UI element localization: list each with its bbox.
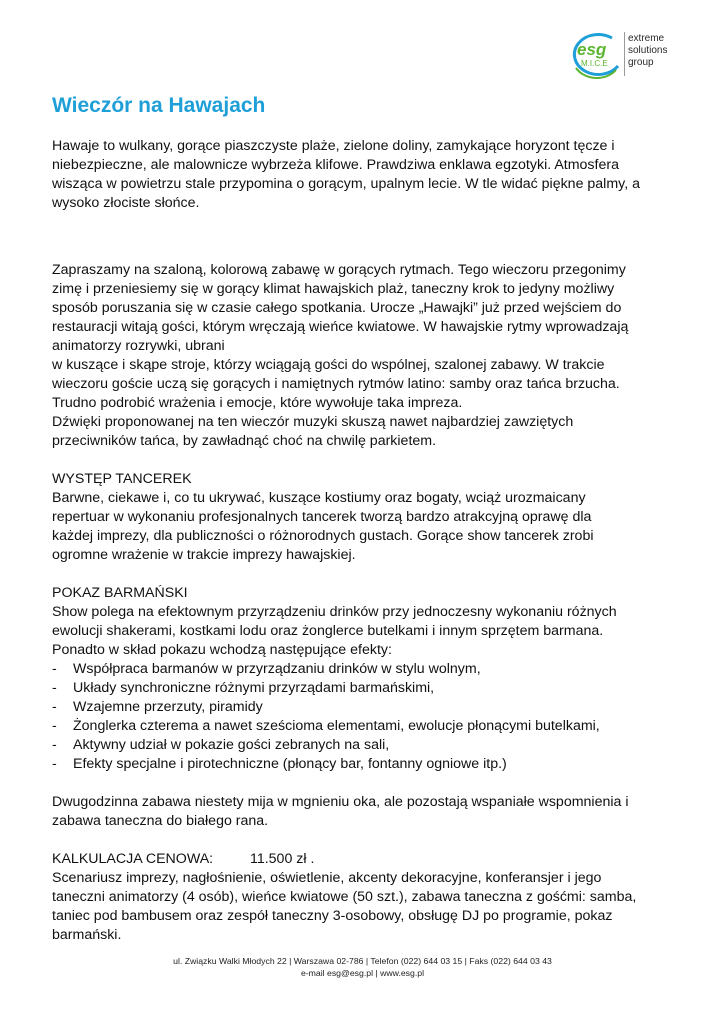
list-item — [52, 660, 672, 679]
list-item-text: Układy synchroniczne różnymi przyrządami barmańskimi, — [73, 680, 435, 696]
price-row — [52, 850, 672, 869]
list-dash: - — [52, 756, 57, 772]
text-line: wisząca w powietrzu stale przypomina o gorącym, upalnym lecie. W tle widać piękne palmy, a — [52, 176, 640, 192]
page-footer — [0, 955, 725, 979]
text-line: zabawa taneczna do białego rana. — [52, 813, 269, 829]
text-line: Dźwięki proponowanej na ten wieczór muzyki skuszą nawet najbardziej zawziętych — [52, 414, 574, 430]
text-line: barmański. — [52, 927, 122, 943]
price-label: KALKULACJA CENOWA: — [52, 851, 214, 867]
text-line: taneczni animatorzy (4 osób), wieńce kwiatowe (50 szt.), zabawa taneczna z gośćmi: samba, — [52, 889, 637, 905]
logo-wordmark — [628, 33, 667, 69]
document-body — [52, 137, 672, 945]
spacer — [52, 213, 672, 242]
price-value: 11.500 zł . — [250, 851, 315, 867]
logo-mark-text: esg — [577, 40, 607, 59]
list-item-text: Wzajemne przerzuty, piramidy — [73, 699, 263, 715]
logo-sub-text: M.I.C.E — [581, 59, 608, 68]
text-line: Barwne, ciekawe i, co tu ukrywać, kuszące kostiumy oraz bogaty, wciąż urozmaicany — [52, 490, 586, 506]
text-line: w kuszące i skąpe stroje, którzy wciągają gości do wspólnej, szalonej zabawy. W trakcie — [52, 357, 605, 373]
text-line: Trudno podrobić wrażenia i emocje, które wywołuje taka impreza. — [52, 395, 463, 411]
list-item — [52, 755, 672, 774]
bartender-section — [52, 584, 672, 774]
text-line: sposób poruszania się w czasie całego spotkania. Urocze „Hawajki” już przed wejściem do — [52, 300, 622, 316]
text-line: wysoko złociste słońce. — [52, 195, 200, 211]
text-line: Dwugodzinna zabawa niestety mija w mgnieniu oka, ale pozostają wspaniałe wspomnienia i — [52, 794, 629, 810]
closing-paragraph — [52, 793, 672, 831]
spacer — [52, 774, 672, 793]
list-dash: - — [52, 699, 57, 715]
list-dash: - — [52, 718, 57, 734]
esg-logo-icon — [568, 28, 624, 80]
list-dash: - — [52, 680, 57, 696]
invite-paragraph — [52, 261, 672, 451]
list-dash: - — [52, 737, 57, 753]
list-item-text: Efekty specjalne i pirotechniczne (płonący bar, fontanny ogniowe itp.) — [73, 756, 507, 772]
spacer — [52, 831, 672, 850]
text-line: ogromne wrażenie w trakcie imprezy hawajskiej. — [52, 547, 356, 563]
text-line: niebezpieczne, ale malownicze wybrzeża klifowe. Prawdziwa enklawa egzotyki. Atmosfera — [52, 157, 619, 173]
intro-paragraph — [52, 137, 672, 213]
text-line: Ponadto w skład pokazu wchodzą następujące efekty: — [52, 642, 392, 658]
spacer — [52, 242, 672, 261]
list-item-text: Współpraca barmanów w przyrządzaniu drinków w stylu wolnym, — [73, 661, 481, 677]
logo-divider — [624, 32, 625, 76]
page-title: Wieczór na Hawajach — [52, 94, 266, 117]
list-item — [52, 736, 672, 755]
text-line: Hawaje to wulkany, gorące piaszczyste plaże, zielone doliny, zamykające horyzont tęcze i — [52, 138, 615, 154]
list-item-text: Żonglerka czterema a nawet sześcioma elementami, ewolucje płonącymi butelkami, — [73, 718, 600, 734]
footer-address: ul. Związku Walki Młodych 22 | Warszawa 02-786 | Telefon (022) 644 03 15 | Faks (022) 644 03 43 — [173, 956, 552, 966]
text-line: każdej imprezy, dla publiczności o różnorodnych gustach. Gorące show tancerek zrobi — [52, 528, 594, 544]
logo-line: solutions — [628, 45, 668, 56]
text-line: restauracji witają gości, którym wręczają wieńce kwiatowe. W hawajskie rytmy wprowadzają — [52, 319, 629, 335]
spacer — [52, 451, 672, 470]
logo-line: extreme — [628, 33, 665, 44]
text-line: przeciwników tańca, by zawładnąć choć na chwilę parkietem. — [52, 433, 437, 449]
footer-contact: e-mail esg@esg.pl | www.esg.pl — [300, 968, 425, 978]
text-line: zimę i przeniesiemy się w gorący klimat hawajskich plaż, taneczny krok to jedyny możliwy — [52, 281, 615, 297]
text-line: taniec pod bambusem oraz zespół taneczny 3-osobowy, obsługę DJ po programie, pokaz — [52, 908, 613, 924]
text-line: Scenariusz imprezy, nagłośnienie, oświetlenie, akcenty dekoracyjne, konferansjer i jego — [52, 870, 602, 886]
list-item — [52, 717, 672, 736]
text-line: repertuar w wykonaniu profesjonalnych tancerek tworzą bardzo atrakcyjną oprawę dla — [52, 509, 592, 525]
list-item — [52, 679, 672, 698]
section-heading: WYSTĘP TANCEREK — [52, 471, 192, 487]
list-item — [52, 698, 672, 717]
dancers-section — [52, 470, 672, 565]
text-line: Show polega na efektownym przyrządzeniu drinków przy jednoczesny wykonaniu różnych — [52, 604, 617, 620]
list-dash: - — [52, 661, 57, 677]
text-line: Zapraszamy na szaloną, kolorową zabawę w gorących rytmach. Tego wieczoru przegonimy — [52, 262, 626, 278]
spacer — [52, 565, 672, 584]
pricing-section — [52, 850, 672, 945]
text-line: animatorzy rozrywki, ubrani — [52, 338, 225, 354]
section-heading: POKAZ BARMAŃSKI — [52, 585, 188, 601]
company-logo — [568, 28, 678, 80]
logo-line: group — [628, 57, 654, 68]
text-line: ewolucji shakerami, kostkami lodu oraz żonglerce butelkami i innym sprzętem barmana. — [52, 623, 604, 639]
list-item-text: Aktywny udział w pokazie gości zebranych na sali, — [73, 737, 390, 753]
text-line: wieczoru goście uczą się gorących i namiętnych rytmów latino: samby oraz tańca brzucha. — [52, 376, 620, 392]
